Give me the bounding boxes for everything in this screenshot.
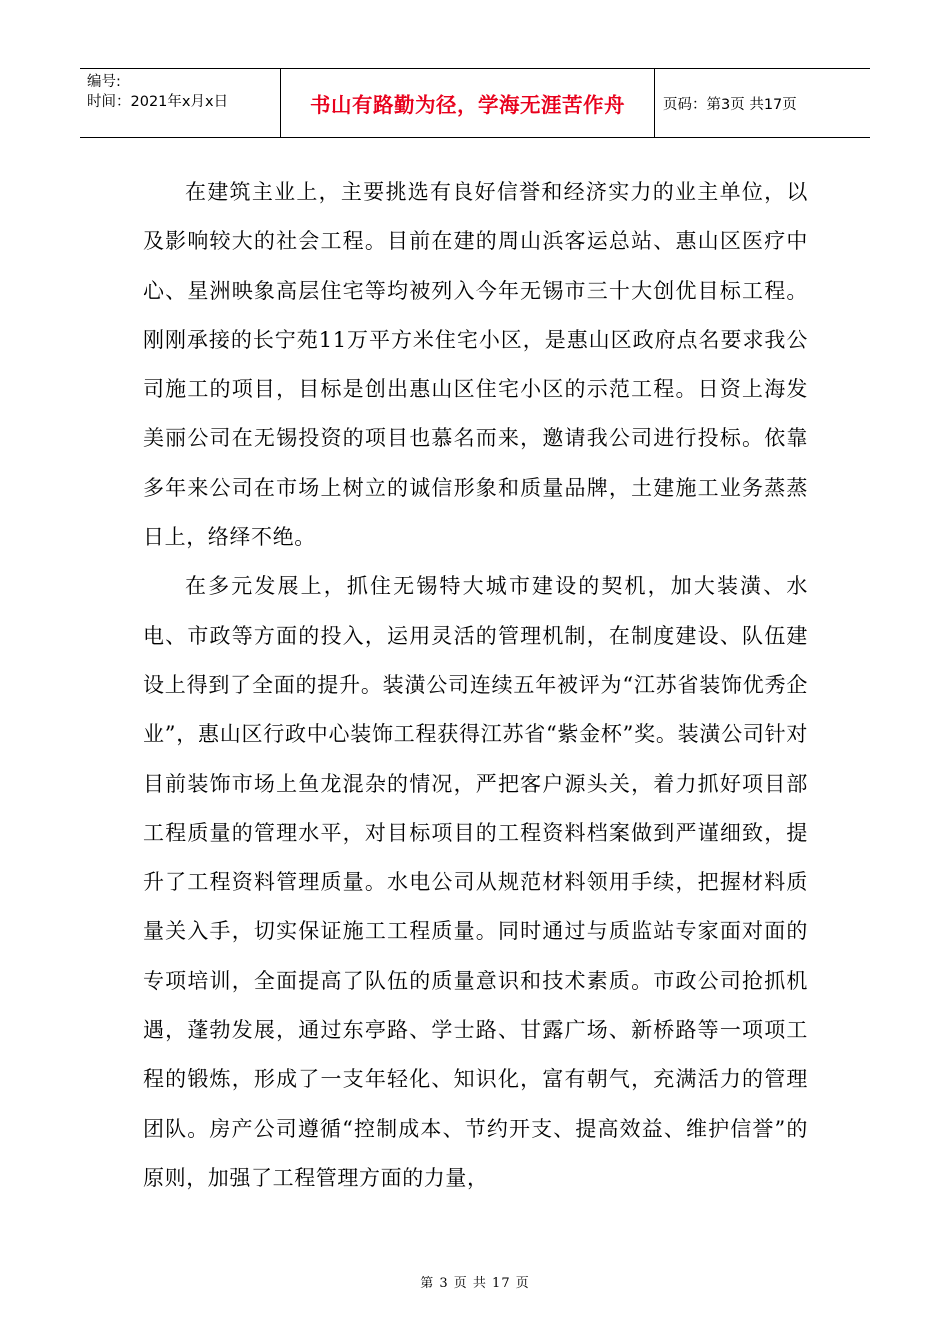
- page-header: [80, 68, 870, 138]
- document-body: [143, 168, 808, 1203]
- body-paragraph: 在多元发展上，抓住无锡特大城市建设的契机，加大装潢、水电、市政等方面的投入，运用灵活的管理机制，在制度建设、队伍建设上得到了全面的提升。装潢公司连续五年被评为“江苏省装饰优秀企业”，惠山区行政中心装饰工程获得江苏省“紫金杯”奖。装潢公司针对目前装饰市场上鱼龙混杂的情况，严把客户源头关，着力抓好项目部工程质量的管理水平，对目标项目的工程资料档案做到严谨细致，提升了工程资料管理质量。水电公司从规范材料领用手续，把握材料质量关入手，切实保证施工工程质量。同时通过与质监站专家面对面的专项培训，全面提高了队伍的质量意识和技术素质。市政公司抢抓机遇，蓬勃发展，通过东亭路、学士路、甘露广场、新桥路等一项项工程的锻炼，形成了一支年轻化、知识化，富有朝气，充满活力的管理团队。房产公司遵循“控制成本、节约开支、提高效益、维护信誉”的原则，加强了工程管理方面的力量，: [143, 574, 808, 1190]
- header-page-info: 页码：第3页 共17页: [663, 96, 797, 113]
- document-date: 时间：2021年x月x日: [87, 94, 229, 110]
- page-footer: 第 3 页 共 17 页: [420, 1276, 530, 1291]
- body-paragraph: 在建筑主业上，主要挑选有良好信誉和经济实力的业主单位，以及影响较大的社会工程。目前在建的周山浜客运总站、惠山区医疗中心、星洲映象高层住宅等均被列入今年无锡市三十大创优目标工程。刚刚承接的长宁苑11万平方米住宅小区，是惠山区政府点名要求我公司施工的项目，目标是创出惠山区住宅小区的示范工程。日资上海发美丽公司在无锡投资的项目也慕名而来，邀请我公司进行投标。依靠多年来公司在市场上树立的诚信形象和质量品牌，土建施工业务蒸蒸日上，络绎不绝。: [143, 180, 808, 550]
- document-number-label: 编号:: [87, 74, 121, 90]
- header-motto: 书山有路勤为径，学海无涯苦作舟: [281, 69, 655, 137]
- header-meta: [80, 69, 281, 137]
